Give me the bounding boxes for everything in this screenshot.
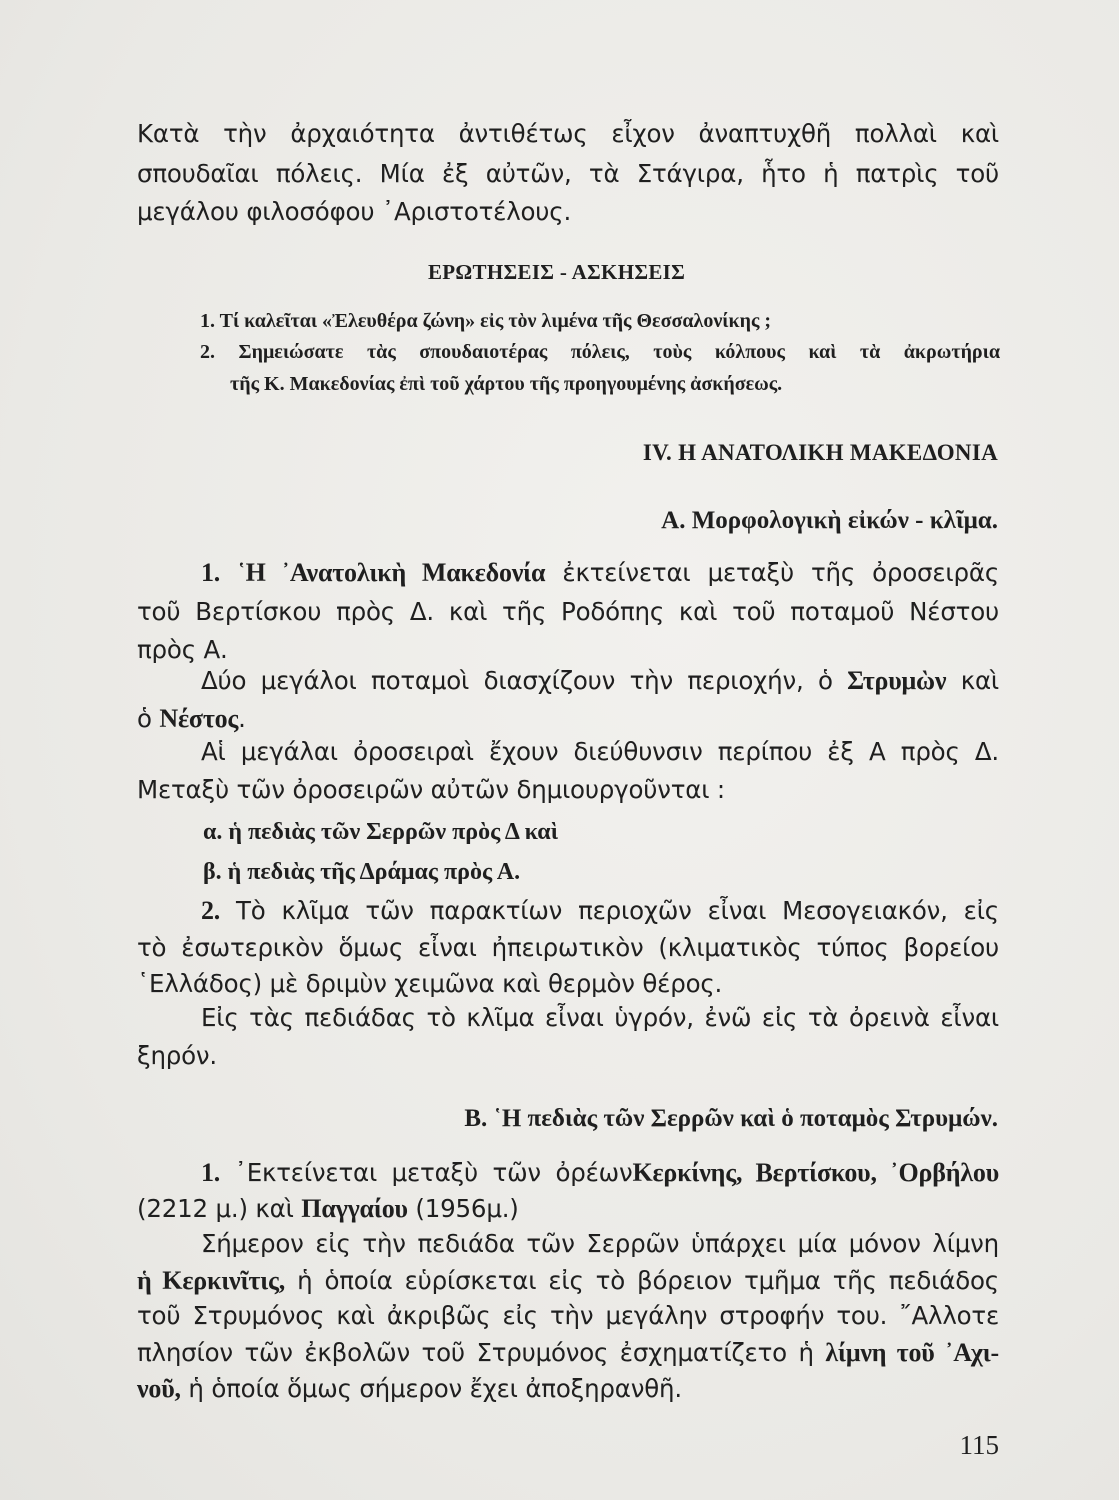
para-3-line-1: Αἱ μεγάλαι ὀροσειραὶ ἔχουν διεύθυνσιν περίπου ἐξ Α πρὸς Δ. [201,737,999,766]
river-strymon: Στρυμὼν [847,666,947,695]
question-2-line-1: 2. Σημειώσατε τὰς σπουδαιοτέρας πόλεις, τοὺς κόλπους καὶ τὰ ἀκρωτήρια [200,341,1000,363]
questions-title: ΕΡΩΤΗΣΕΙΣ - ΑΣΚΗΣΕΙΣ [428,260,686,284]
question-2-line-2: τῆς Κ. Μακεδονίας ἐπὶ τοῦ χάρτου τῆς προηγουμένης ἀσκήσεως. [230,373,783,395]
para-4-number: 2. [201,896,221,925]
para-5-line-1: Εἰς τὰς πεδιάδας τὸ κλῖμα εἶναι ὑγρόν, ἐνῶ εἰς τὰ ὀρεινὰ εἶναι [201,1003,999,1032]
mount-pangaion: Παγγαίου [301,1194,408,1223]
lake-kerkinitis: ἡ Κερκινῖτις, [137,1266,286,1295]
para-7-line-5: νοῦ, ἡ ὁποία ὅμως σήμερον ἔχει ἀποξηρανθῆ. [137,1374,682,1403]
para-1-line-2: τοῦ Βερτίσκου πρὸς Δ. καὶ τῆς Ροδόπης καὶ τοῦ ποταμοῦ Νέστου [137,597,999,626]
plain-item-a: α. ἡ πεδιὰς τῶν Σερρῶν πρὸς Δ καὶ [203,819,559,845]
question-1: 1. Τί καλεῖται «Ἐλευθέρα ζώνη» εἰς τὸν λιμένα τῆς Θεσσαλονίκης ; [200,310,772,332]
intro-line-1: Κατὰ τὴν ἀρχαιότητα ἀντιθέτως εἶχον ἀναπτυχθῆ πολλαὶ καὶ [137,119,999,148]
mountains-bold: Κερκίνης, Βερτίσκου, ᾿Ορβήλου [632,1158,999,1187]
para-7-line-3: τοῦ Στρυμόνος καὶ ἀκριβῶς εἰς τὴν μεγάλην στροφήν του. ῎Αλλοτε [137,1301,999,1330]
plain-item-b: β. ἡ πεδιὰς τῆς Δράμας πρὸς Α. [203,859,521,885]
lake-achinos: λίμνη τοῦ ᾿Αχι- [825,1338,999,1367]
para-6-line-2: (2212 μ.) καὶ Παγγαίου (1956μ.) [137,1194,519,1223]
para-4-line-3: ῾Ελλάδος) μὲ δριμὺν χειμῶνα καὶ θερμὸν θέρος. [137,969,723,998]
para-4-line-2: τὸ ἐσωτερικὸν ὅμως εἶναι ἠπειρωτικὸν (κλιματικὸς τύπος βορείου [137,933,999,962]
para-1-line-3: πρὸς Α. [137,635,228,664]
intro-line-2: σπουδαῖαι πόλεις. Μία ἐξ αὐτῶν, τὰ Στάγιρα, ἧτο ἡ πατρὶς τοῦ [137,159,999,188]
chapter-title: IV. Η ΑΝΑΤΟΛΙΚΗ ΜΑΚΕΔΟΝΙΑ [642,440,998,465]
para-7-line-4: πλησίον τῶν ἐκβολῶν τοῦ Στρυμόνος ἐσχηματίζετο ἡ λίμνη τοῦ ᾿Αχι- [137,1338,999,1367]
para-6-number: 1. [201,1158,221,1187]
para-5-line-2: ξηρόν. [137,1041,218,1070]
page-number: 115 [959,1430,999,1460]
para-1-number: 1. [201,558,221,587]
section-a-heading: Α. Μορφολογικὴ εἰκών - κλῖμα. [661,507,998,534]
intro-line-3: μεγάλου φιλοσόφου ᾿Αριστοτέλους. [137,197,572,226]
section-b-heading: Β. ῾Η πεδιὰς τῶν Σερρῶν καὶ ὁ ποταμὸς Στρυμών. [464,1105,998,1132]
para-4-line-1: 2. Τὸ κλῖμα τῶν παρακτίων περιοχῶν εἶναι Μεσογειακόν, εἰς [201,896,999,925]
para-2-line-2: ὁ Νέστος. [137,704,246,733]
para-7-line-2: ἡ Κερκινῖτις, ἡ ὁποία εὑρίσκεται εἰς τὸ βόρειον τμῆμα τῆς πεδιάδος [137,1266,999,1295]
para-1-bold: ῾Η ᾿Ανατολικὴ Μακεδονία [237,558,546,587]
para-6-line-1: 1. ᾿Εκτείνεται μεταξὺ τῶν ὀρέωνΚερκίνης, Βερτίσκου, ᾿Ορβήλου [201,1158,999,1187]
para-7-line-1: Σήμερον εἰς τὴν πεδιάδα τῶν Σερρῶν ὑπάρχει μία μόνον λίμνη [201,1229,999,1258]
para-2-line-1: Δύο μεγάλοι ποταμοὶ διασχίζουν τὴν περιοχήν, ὁ Στρυμὼν καὶ [201,666,999,695]
para-1-line-1 [137,560,999,586]
para-3-line-2: Μεταξὺ τῶν ὀροσειρῶν αὐτῶν δημιουργοῦνται : [137,775,725,804]
para-1-rest: ἐκτείνεται μεταξὺ τῆς ὀροσειρᾶς [545,558,999,587]
river-nestos: Νέστος [159,704,239,733]
